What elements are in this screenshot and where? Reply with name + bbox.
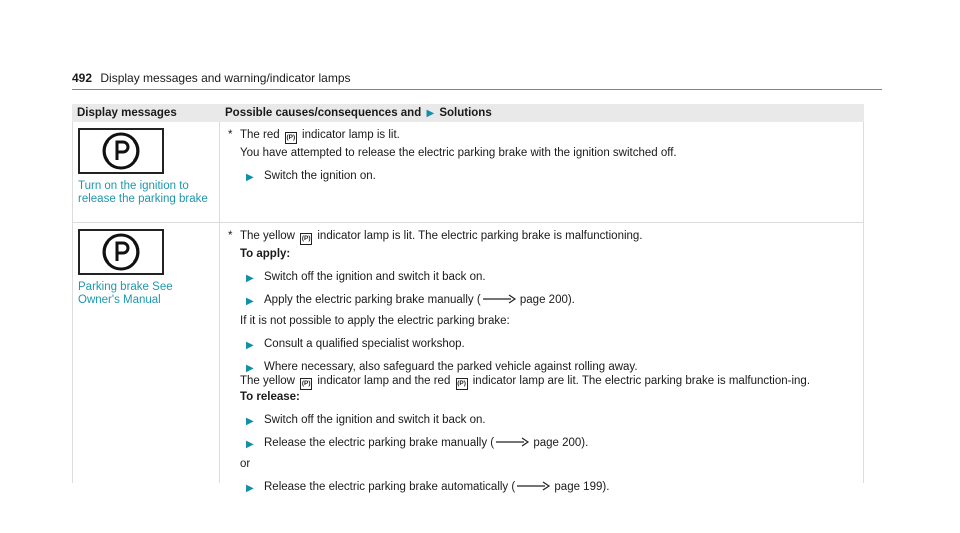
page-link[interactable]: page 200). bbox=[533, 437, 589, 449]
display-message-cell bbox=[72, 122, 219, 222]
play-arrow-icon: ▶ bbox=[246, 483, 254, 494]
table-header bbox=[72, 104, 864, 122]
messages-table bbox=[72, 104, 864, 494]
display-message-text: Parking brake See Owner's Manual bbox=[78, 281, 173, 306]
play-arrow-icon: ▶ bbox=[246, 172, 254, 183]
causes-cell: * The red (P) indicator lamp is lit. You have attempted to release the electric parking brake with the ignition switched off. ▶ Switch the ignition on. bbox=[219, 122, 864, 222]
display-message-text: Turn on the ignition to release the parking brake bbox=[78, 180, 208, 205]
parking-brake-icon bbox=[78, 128, 164, 174]
page-title: Display messages and warning/indicator lamps bbox=[100, 71, 351, 85]
play-arrow-icon: ▶ bbox=[246, 296, 254, 307]
parking-brake-icon bbox=[78, 229, 164, 275]
col-header-display-messages: Display messages bbox=[77, 107, 177, 119]
cross-reference-arrow-icon bbox=[496, 437, 530, 447]
play-arrow-icon: ▶ bbox=[246, 273, 254, 284]
parking-brake-indicator-icon: (P) bbox=[300, 378, 312, 390]
page-link[interactable]: page 200). bbox=[519, 294, 575, 306]
causes-cell: * The yellow (P) indicator lamp is lit. The electric parking brake is malfunctioning. To apply: ▶ Switch off the ignition and switch it back on. ▶ Apply the electric parking brake manually ( page 200). If it is not possible to apply the electric parking brake: ▶ Consult a qualified specialist workshop. ▶ Where necessary, also safeguard the parked vehicle against rolling away. The yellow (P) indicator lamp and the red (P) indicator lamp are lit. The electric parking brake is malfunction-ing. To release: ▶ Switch off the ignition and switch it back on. ▶ Release the electric parking brake manually ( page 200). or ▶ Release the electric parking brake automatically ( page 199). bbox=[219, 223, 864, 483]
solution-step: ▶ Where necessary, also safeguard the parked vehicle against rolling away. bbox=[246, 361, 638, 374]
parking-brake-indicator-icon: (P) bbox=[456, 378, 468, 390]
col-header-causes: Possible causes/consequences and ▶ Solutions bbox=[225, 106, 492, 119]
solution-step: ▶ Release the electric parking brake automatically ( page 199). bbox=[246, 481, 610, 494]
play-arrow-icon: ▶ bbox=[246, 363, 254, 374]
play-arrow-icon: ▶ bbox=[246, 416, 254, 427]
page-number: 492 bbox=[72, 71, 93, 85]
solution-step: ▶ Consult a qualified specialist workshop. bbox=[246, 338, 465, 351]
release-heading: To release: bbox=[240, 391, 300, 403]
solution-step: ▶ Switch off the ignition and switch it back on. bbox=[246, 271, 486, 284]
play-arrow-icon: ▶ bbox=[426, 107, 435, 119]
page-link[interactable]: page 199). bbox=[554, 481, 610, 493]
play-arrow-icon: ▶ bbox=[246, 439, 254, 450]
table-row bbox=[72, 122, 864, 223]
page-header bbox=[72, 71, 882, 90]
parking-brake-indicator-icon: (P) bbox=[285, 132, 297, 144]
solution-step: ▶ Switch off the ignition and switch it back on. bbox=[246, 414, 486, 427]
solution-step: ▶ Switch the ignition on. bbox=[246, 170, 376, 183]
display-message-cell bbox=[72, 223, 219, 483]
cross-reference-arrow-icon bbox=[517, 481, 551, 491]
apply-heading: To apply: bbox=[240, 248, 291, 260]
play-arrow-icon: ▶ bbox=[246, 340, 254, 351]
cross-reference-arrow-icon bbox=[483, 294, 517, 304]
solution-step: ▶ Apply the electric parking brake manually ( page 200). bbox=[246, 294, 575, 307]
solution-step: ▶ Release the electric parking brake manually ( page 200). bbox=[246, 437, 589, 450]
parking-brake-indicator-icon: (P) bbox=[300, 233, 312, 245]
table-row bbox=[72, 223, 864, 494]
